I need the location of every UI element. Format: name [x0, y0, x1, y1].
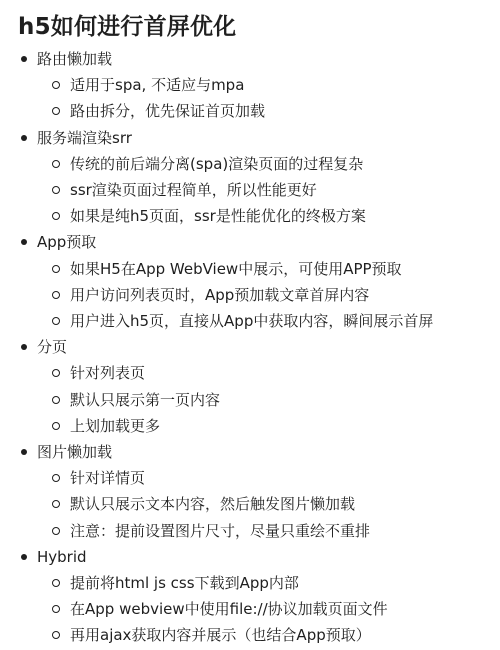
list-item [37, 596, 482, 622]
sub-list [37, 360, 482, 439]
list-item-text: 如果是纯h5页面，ssr是性能优化的终极方案 [70, 207, 366, 226]
hollow-bullet-icon [52, 631, 60, 639]
list-item [37, 622, 482, 648]
hollow-bullet-icon [52, 265, 60, 273]
filled-bullet-icon [21, 56, 27, 62]
list-item-text: 上划加载更多 [70, 416, 161, 435]
sub-list [37, 72, 482, 124]
list-item [37, 256, 482, 282]
list-item [37, 72, 482, 98]
hollow-bullet-icon [52, 317, 60, 325]
list-item-text: 如果H5在App WebView中展示，可使用APP预取 [70, 259, 402, 278]
section-heading: 路由懒加载 [37, 50, 113, 68]
filled-bullet-icon [21, 135, 27, 141]
hollow-bullet-icon [52, 500, 60, 508]
hollow-bullet-icon [52, 186, 60, 194]
section-heading: App预取 [37, 233, 97, 252]
list-item [37, 203, 482, 229]
hollow-bullet-icon [52, 527, 60, 535]
list-item [37, 570, 482, 596]
hollow-bullet-icon [52, 160, 60, 168]
list-item [37, 177, 482, 203]
page-title: h5如何进行首屏优化 [18, 14, 237, 40]
list-item [37, 413, 482, 439]
sub-list [37, 465, 482, 544]
list-item-text: 路由拆分，优先保证首页加载 [70, 102, 266, 121]
list-item [37, 387, 482, 413]
hollow-bullet-icon [52, 81, 60, 89]
list-item-text: 提前将html js css下载到App内部 [70, 574, 299, 593]
section-heading: 图片懒加载 [37, 443, 113, 462]
hollow-bullet-icon [52, 212, 60, 220]
outline-section [18, 439, 482, 544]
list-item-text: 默认只展示文本内容，然后触发图片懒加载 [70, 495, 356, 514]
list-item-text: 注意：提前设置图片尺寸，尽量只重绘不重排 [70, 521, 371, 540]
sub-list [37, 256, 482, 335]
list-item-text: 默认只展示第一页内容 [70, 390, 221, 409]
list-item [37, 98, 482, 124]
list-item-text: ssr渲染页面过程简单，所以性能更好 [70, 181, 317, 200]
section-heading: Hybrid [37, 547, 87, 566]
outline-section [18, 125, 482, 230]
sub-list [37, 570, 482, 649]
outline-section [18, 229, 482, 334]
list-item [37, 151, 482, 177]
filled-bullet-icon [21, 344, 27, 350]
hollow-bullet-icon [52, 579, 60, 587]
section-heading: 分页 [37, 338, 68, 357]
hollow-bullet-icon [52, 369, 60, 377]
hollow-bullet-icon [52, 605, 60, 613]
filled-bullet-icon [21, 239, 27, 245]
hollow-bullet-icon [52, 396, 60, 404]
hollow-bullet-icon [52, 107, 60, 115]
list-item-text: 针对详情页 [70, 469, 146, 488]
hollow-bullet-icon [52, 422, 60, 430]
filled-bullet-icon [21, 449, 27, 455]
filled-bullet-icon [21, 554, 27, 560]
list-item-text: 再用ajax获取内容并展示（也结合App预取） [70, 626, 371, 645]
list-item-text: 用户访问列表页时，App预加载文章首屏内容 [70, 285, 370, 304]
list-item [37, 282, 482, 308]
hollow-bullet-icon [52, 291, 60, 299]
list-item-text: 针对列表页 [70, 364, 146, 383]
outline-section [18, 334, 482, 439]
list-item-text: 用户进入h5页，直接从App中获取内容，瞬间展示首屏 [70, 312, 434, 331]
hollow-bullet-icon [52, 474, 60, 482]
list-item-text: 适用于spa, 不适应与mpa [70, 76, 245, 95]
section-heading: 服务端渲染srr [37, 128, 132, 147]
outline-section [18, 544, 482, 649]
list-item [37, 308, 482, 334]
sub-list [37, 151, 482, 230]
list-item-text: 传统的前后端分离(spa)渲染页面的过程复杂 [70, 154, 364, 173]
outline-section [18, 46, 482, 125]
list-item [37, 465, 482, 491]
list-item [37, 491, 482, 517]
list-item [37, 518, 482, 544]
list-item-text: 在App webview中使用file://协议加载页面文件 [70, 600, 388, 619]
outline-list [18, 46, 482, 649]
list-item [37, 360, 482, 386]
